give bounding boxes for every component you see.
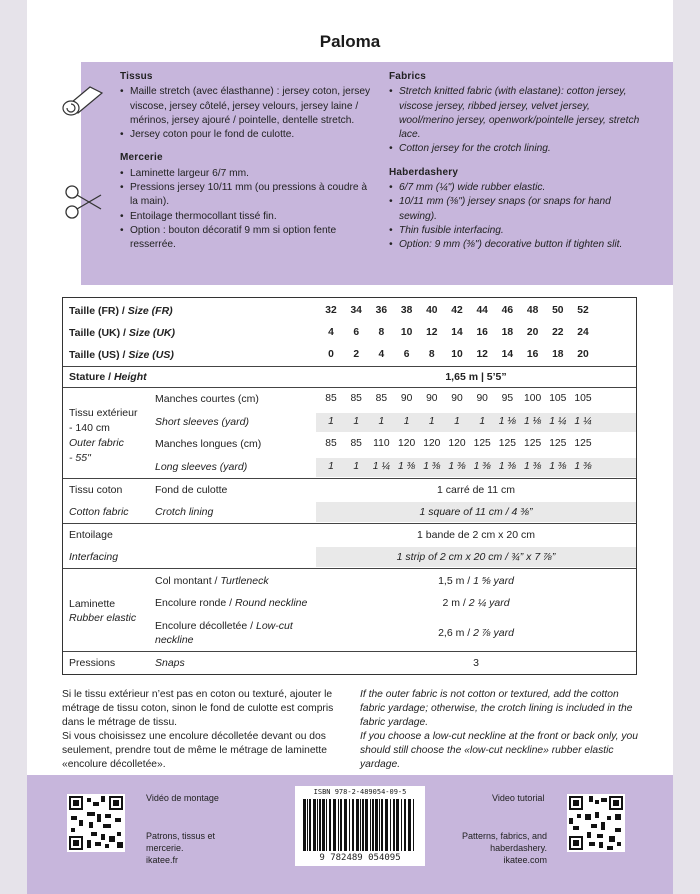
barcode-bar bbox=[381, 799, 383, 851]
table-cell: 1 ⅜ bbox=[549, 461, 567, 472]
crotch-lining-fr: Fond de culotte bbox=[155, 484, 228, 496]
low-cut-neckline-value: 2,6 m / 2 ⅞ yard bbox=[438, 627, 514, 639]
size-uk-label: Taille (UK) / Size (UK) bbox=[69, 327, 175, 339]
table-cell: 52 bbox=[577, 305, 589, 316]
table-cell: 18 bbox=[501, 327, 514, 338]
isbn-text: ISBN 978-2-489054-09-5 bbox=[313, 788, 407, 796]
table-cell: 1 bbox=[353, 416, 360, 427]
table-cell: 1 bbox=[328, 416, 334, 427]
table-cell: 125 bbox=[549, 438, 567, 449]
barcode-digits: 9 782489 054095 bbox=[319, 853, 401, 863]
short-sleeves-cm-label: Manches courtes (cm) bbox=[155, 393, 259, 405]
qr-code-fr[interactable] bbox=[67, 794, 125, 852]
size-fr-label: Taille (FR) / Size (FR) bbox=[69, 305, 173, 317]
haberdashery-heading: Haberdashery bbox=[389, 166, 459, 178]
list-item: • Option : bouton décoratif 9 mm si option fente resserrée. bbox=[120, 224, 375, 253]
table-cell: 1 ⅛ bbox=[498, 416, 516, 427]
barcode-bar bbox=[333, 799, 336, 851]
table-cell: 42 bbox=[451, 305, 463, 316]
snaps-label-en: Snaps bbox=[155, 657, 185, 669]
fabrics-heading: Fabrics bbox=[389, 71, 426, 82]
table-cell: 85 bbox=[350, 438, 362, 449]
scissors-icon bbox=[63, 183, 105, 221]
tissus-heading: Tissus bbox=[120, 71, 153, 82]
table-cell: 1 ¼ bbox=[549, 416, 567, 427]
pattern-title: Paloma bbox=[319, 32, 381, 51]
table-cell: 85 bbox=[325, 393, 337, 404]
table-cell: 1 ¼ bbox=[574, 416, 592, 427]
table-cell: 14 bbox=[501, 349, 514, 360]
barcode-bar bbox=[372, 799, 374, 851]
barcode-bar bbox=[309, 799, 311, 851]
list-item: • Stretch knitted fabric (with elastane): cotton jersey, viscose jersey, ribbed jersey, velvet jersey, wool/merino jersey, openwork/pointelle jersey, stretch lace. bbox=[389, 85, 641, 142]
cotton-value-fr: 1 carré de 11 cm bbox=[436, 484, 515, 496]
barcode-bar bbox=[390, 799, 391, 851]
turtleneck-value: 1,5 m / 1 ⅝ yard bbox=[438, 575, 514, 587]
table-cell: 90 bbox=[400, 393, 413, 404]
note-fr-1: Si le tissu extérieur n’est pas en coton ou texturé, ajouter le métrage de tissu coton, sinon le fond de culotte est compris dans le métrage de tissu. bbox=[62, 689, 334, 728]
table-cell: 85 bbox=[350, 393, 362, 404]
table-cell: 120 bbox=[448, 438, 466, 449]
table-cell: 1 bbox=[428, 416, 435, 427]
cotton-label-en: Cotton fabric bbox=[69, 506, 129, 518]
table-cell: 18 bbox=[552, 349, 564, 360]
table-cell: 1 ⅜ bbox=[524, 461, 542, 472]
table-cell: 85 bbox=[325, 438, 337, 449]
table-cell: 38 bbox=[400, 305, 413, 316]
table-cell: 16 bbox=[526, 349, 539, 360]
stature-label: Stature / Height bbox=[69, 371, 147, 383]
table-cell: 36 bbox=[375, 305, 388, 316]
table-cell: 90 bbox=[476, 393, 488, 404]
table-cell: 125 bbox=[524, 438, 542, 449]
snaps-value: 3 bbox=[473, 657, 479, 669]
table-cell: 14 bbox=[451, 327, 463, 338]
barcode-bar bbox=[401, 799, 402, 851]
cotton-value-en: 1 square of 11 cm / 4 ⅜” bbox=[419, 506, 533, 518]
cotton-label-fr: Tissu coton bbox=[69, 484, 123, 496]
barcode-bar bbox=[404, 799, 406, 851]
barcode-bar bbox=[329, 799, 331, 851]
table-cell: 1 bbox=[328, 461, 334, 472]
interfacing-label-fr: Entoilage bbox=[69, 529, 113, 541]
footer bbox=[27, 775, 673, 894]
list-item: • Laminette largeur 6/7 mm. bbox=[120, 167, 375, 181]
turtleneck-label: Col montant / Turtleneck bbox=[155, 575, 269, 587]
snaps-label-fr: Pressions bbox=[69, 657, 116, 669]
table-cell: 6 bbox=[353, 327, 360, 338]
pattern-back-page bbox=[27, 0, 673, 894]
notes-en bbox=[360, 688, 640, 772]
interfacing-value-fr: 1 bande de 2 cm x 20 cm bbox=[417, 529, 535, 541]
table-cell: 125 bbox=[574, 438, 592, 449]
barcode-bar bbox=[356, 799, 359, 851]
list-item: • Maille stretch (avec élasthanne) : jersey coton, jersey viscose, jersey côtelé, jersey velours, jersey laine / mérinos, jersey ajouré / pointelle, dentelle stretch. bbox=[120, 85, 375, 128]
shop-text-en: Patterns, fabrics, and haberdashery. ikatee.com bbox=[459, 830, 547, 866]
divider bbox=[63, 651, 636, 652]
barcode-bar bbox=[322, 799, 325, 851]
table-cell: 85 bbox=[375, 393, 388, 404]
table-cell: 1 ⅜ bbox=[448, 461, 466, 472]
divider bbox=[63, 387, 636, 388]
divider bbox=[63, 366, 636, 367]
table-cell: 1 bbox=[353, 461, 360, 472]
barcode-bar bbox=[408, 799, 411, 851]
barcode-bar bbox=[396, 799, 399, 851]
table-cell: 105 bbox=[549, 393, 567, 404]
table-cell: 1 bbox=[479, 416, 486, 427]
table-cell: 16 bbox=[476, 327, 488, 338]
notes-fr bbox=[62, 688, 342, 772]
barcode-bar bbox=[385, 799, 388, 851]
barcode-bar bbox=[352, 799, 354, 851]
note-fr-2: Si vous choisissez une encolure décolletée devant ou dos seulement, prendre tout de même le métrage de laminette «encolure décolletée». bbox=[62, 731, 328, 770]
table-cell: 2 bbox=[353, 349, 360, 360]
long-sleeves-yard-label: Long sleeves (yard) bbox=[155, 461, 248, 473]
yardage-table bbox=[62, 297, 637, 675]
table-cell: 100 bbox=[524, 393, 542, 404]
crotch-lining-en: Crotch lining bbox=[155, 506, 214, 518]
table-cell: 44 bbox=[476, 305, 488, 316]
barcode-bar bbox=[338, 799, 339, 851]
barcode bbox=[295, 786, 425, 866]
table-cell: 95 bbox=[501, 393, 514, 404]
table-cell: 90 bbox=[451, 393, 463, 404]
low-cut-neckline-label: Encolure décolletée / Low-cut neckline bbox=[155, 620, 293, 646]
table-cell: 20 bbox=[577, 349, 589, 360]
table-cell: 1 ⅜ bbox=[498, 461, 516, 472]
barcode-bar bbox=[317, 799, 318, 851]
site-link-en[interactable]: ikatee.com bbox=[503, 855, 547, 865]
table-cell: 120 bbox=[423, 438, 441, 449]
long-sleeves-cm-label: Manches longues (cm) bbox=[155, 438, 262, 450]
barcode-bar bbox=[360, 799, 361, 851]
list-item: • Jersey coton pour le fond de culotte. bbox=[120, 128, 375, 142]
list-item: • Entoilage thermocollant tissé fin. bbox=[120, 210, 375, 224]
barcode-bar bbox=[362, 799, 364, 851]
fabric-roll-icon bbox=[60, 83, 104, 117]
list-item: • Thin fusible interfacing. bbox=[389, 224, 641, 238]
interfacing-label-en: Interfacing bbox=[69, 551, 119, 563]
barcode-bar bbox=[375, 799, 378, 851]
table-cell: 1 bbox=[378, 416, 385, 427]
barcode-bar bbox=[344, 799, 347, 851]
barcode-bar bbox=[326, 799, 327, 851]
materials-en-column bbox=[389, 70, 641, 253]
barcode-bar bbox=[303, 799, 306, 851]
table-cell: 10 bbox=[400, 327, 413, 338]
interfacing-value-en: 1 strip of 2 cm x 20 cm / ¾” x 7 ⅞” bbox=[396, 551, 556, 563]
barcode-bar bbox=[365, 799, 368, 851]
table-cell: 12 bbox=[426, 327, 438, 338]
list-item: • Cotton jersey for the crotch lining. bbox=[389, 142, 641, 156]
table-cell: 110 bbox=[373, 438, 390, 449]
barcode-bar bbox=[379, 799, 380, 851]
table-cell: 125 bbox=[473, 438, 491, 449]
table-cell: 32 bbox=[325, 305, 337, 316]
short-sleeves-yard-label: Short sleeves (yard) bbox=[155, 416, 249, 428]
table-cell: 34 bbox=[350, 305, 362, 316]
barcode-bar bbox=[370, 799, 371, 851]
table-cell: 1 bbox=[454, 416, 460, 427]
divider bbox=[63, 478, 636, 479]
table-cell: 125 bbox=[498, 438, 516, 449]
stature-value: 1,65 m | 5’5” bbox=[445, 371, 507, 383]
table-cell: 22 bbox=[552, 327, 564, 338]
list-item: • Pressions jersey 10/11 mm (ou pressions à coudre à la main). bbox=[120, 181, 375, 210]
table-cell: 48 bbox=[526, 305, 539, 316]
table-cell: 40 bbox=[426, 305, 438, 316]
table-cell: 1 bbox=[403, 416, 410, 427]
table-cell: 1 ⅛ bbox=[524, 416, 542, 427]
video-label-fr: Vidéo de montage bbox=[146, 793, 219, 803]
table-cell: 6 bbox=[403, 349, 410, 360]
materials-fr-column bbox=[120, 70, 375, 253]
table-cell: 50 bbox=[552, 305, 564, 316]
table-cell: 0 bbox=[328, 349, 334, 360]
table-cell: 1 ¼ bbox=[372, 461, 390, 472]
qr-code-en[interactable] bbox=[567, 794, 625, 852]
table-cell: 24 bbox=[577, 327, 589, 338]
barcode-bar bbox=[413, 799, 414, 851]
site-link-fr[interactable]: ikatee.fr bbox=[146, 855, 179, 865]
round-neckline-label: Encolure ronde / Round neckline bbox=[155, 597, 308, 609]
video-label-en: Video tutorial bbox=[492, 793, 545, 803]
barcode-bar bbox=[349, 799, 350, 851]
list-item: • 6/7 mm (¼") wide rubber elastic. bbox=[389, 181, 641, 195]
barcode-bar bbox=[319, 799, 321, 851]
note-en-2: If you choose a low-cut neckline at the front or back only, you should still choose the «low-cut neckline» rubber elastic yardage. bbox=[360, 731, 638, 770]
table-cell: 8 bbox=[428, 349, 435, 360]
table-cell: 8 bbox=[378, 327, 385, 338]
table-cell: 1 ⅜ bbox=[473, 461, 491, 472]
note-en-1: If the outer fabric is not cotton or textured, add the cotton fabric yardage; otherwise, the crotch lining is included in the fabric yardage. bbox=[360, 689, 633, 728]
table-cell: 1 ⅜ bbox=[398, 461, 416, 472]
divider bbox=[63, 523, 636, 524]
table-cell: 4 bbox=[328, 327, 334, 338]
table-cell: 1 ⅜ bbox=[423, 461, 441, 472]
table-cell: 1 ⅜ bbox=[574, 461, 592, 472]
table-cell: 20 bbox=[526, 327, 539, 338]
list-item: • Option: 9 mm (⅜") decorative button if tighten slit. bbox=[389, 238, 641, 252]
table-cell: 4 bbox=[378, 349, 385, 360]
table-cell: 10 bbox=[451, 349, 463, 360]
barcode-bar bbox=[393, 799, 395, 851]
table-cell: 46 bbox=[501, 305, 514, 316]
table-cell: 90 bbox=[426, 393, 438, 404]
table-cell: 120 bbox=[398, 438, 416, 449]
size-us-label: Taille (US) / Size (US) bbox=[69, 349, 174, 361]
divider bbox=[63, 568, 636, 569]
outer-fabric-label: Tissu extérieur - 140 cm Outer fabric - 55" bbox=[69, 407, 138, 464]
table-cell: 12 bbox=[476, 349, 488, 360]
mercerie-heading: Mercerie bbox=[120, 152, 163, 164]
barcode-bar bbox=[313, 799, 316, 851]
table-cell: 105 bbox=[574, 393, 592, 404]
elastic-label: Laminette Rubber elastic bbox=[69, 598, 137, 624]
barcode-bar bbox=[340, 799, 342, 851]
barcode-bar bbox=[307, 799, 308, 851]
round-neckline-value: 2 m / 2 ¼ yard bbox=[442, 597, 510, 609]
barcode-bars bbox=[303, 799, 417, 851]
shop-text-fr: Patrons, tissus et mercerie. ikatee.fr bbox=[146, 831, 216, 865]
list-item: • 10/11 mm (⅜") jersey snaps (or snaps for hand sewing). bbox=[389, 195, 641, 224]
